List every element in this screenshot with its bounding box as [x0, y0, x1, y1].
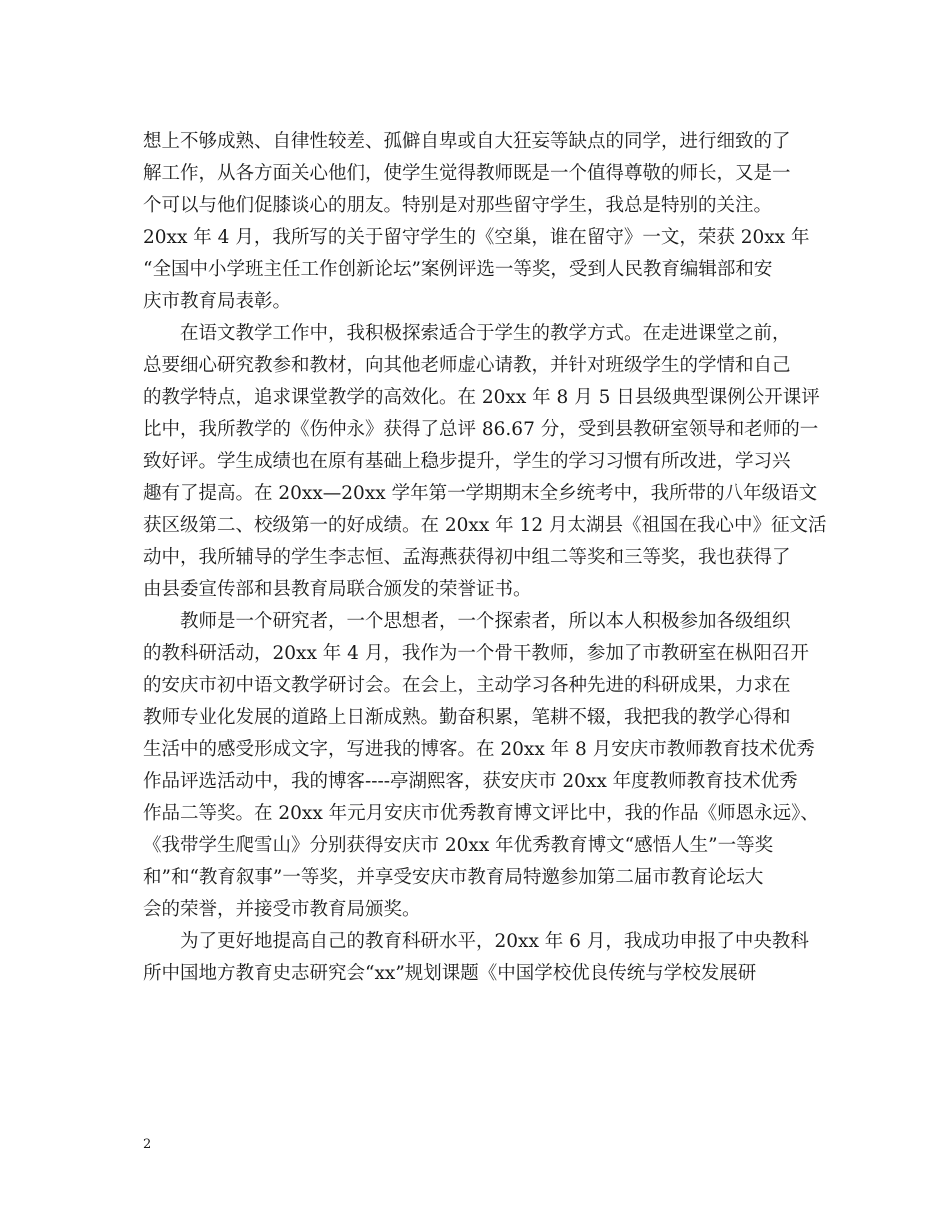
- text-line: 在语文教学工作中，我积极探索适合于学生的教学方式。在走进课堂之前，: [180, 323, 791, 344]
- text-line: 想上不够成熟、自律性较差、孤僻自卑或自大狂妄等缺点的同学，进行细致的了: [143, 131, 791, 152]
- text-line: 致好评。学生成绩也在原有基础上稳步提升，学生的学习习惯有所改进，学习兴: [143, 451, 791, 472]
- text-line: 作品二等奖。在 20xx 年元月安庆市优秀教育博文评比中，我的作品《师恩永远》、: [143, 803, 819, 824]
- text-line: 20xx 年 4 月，我所写的关于留守学生的《空巢，谁在留守》一文，荣获 20xx 年: [143, 227, 810, 248]
- body-text: [143, 126, 827, 990]
- text-line: 教师专业化发展的道路上日渐成熟。勤奋积累，笔耕不辍，我把我的教学心得和: [143, 707, 791, 728]
- text-line: 的安庆市初中语文教学研讨会。在会上，主动学习各种先进的科研成果，力求在: [143, 675, 791, 696]
- text-line: 获区级第二、校级第一的好成绩。在 20xx 年 12 月太湖县《祖国在我心中》征文活: [143, 515, 827, 536]
- text-line: 解工作，从各方面关心他们，使学生觉得教师既是一个值得尊敬的师长，又是一: [143, 163, 791, 184]
- text-line: 个可以与他们促膝谈心的朋友。特别是对那些留守学生，我总是特别的关注。: [143, 195, 773, 216]
- text-line: 生活中的感受形成文字，写进我的博客。在 20xx 年 8 月安庆市教师教育技术优秀: [143, 739, 815, 760]
- text-line: 的教学特点，追求课堂教学的高效化。在 20xx 年 8 月 5 日县级典型课例公开课评: [143, 387, 820, 408]
- text-line: 《我带学生爬雪山》分别获得安庆市 20xx 年优秀教育博文“感悟人生”一等奖: [143, 835, 774, 856]
- text-line: 所中国地方教育史志研究会“xx”规划课题《中国学校优良传统与学校发展研: [143, 963, 757, 984]
- text-line: 动中，我所辅导的学生李志恒、孟海燕获得初中组二等奖和三等奖，我也获得了: [143, 547, 791, 568]
- text-line: 教师是一个研究者，一个思想者，一个探索者，所以本人积极参加各级组织: [180, 611, 791, 632]
- text-line: “全国中小学班主任工作创新论坛”案例评选一等奖，受到人民教育编辑部和安: [143, 259, 773, 280]
- text-line: 趣有了提高。在 20xx—20xx 学年第一学期期末全乡统考中，我所带的八年级语文: [143, 483, 818, 504]
- page-number: 2: [143, 1137, 152, 1152]
- text-line: 总要细心研究教参和教材，向其他老师虚心请教，并针对班级学生的学情和自己: [143, 355, 791, 376]
- text-line: 作品评选活动中，我的博客----亭湖熙客，获安庆市 20xx 年度教师教育技术优秀: [143, 771, 798, 792]
- text-line: 为了更好地提高自己的教育科研水平，20xx 年 6 月，我成功申报了中央教科: [180, 931, 809, 952]
- text-line: 和”和“教育叙事”一等奖，并享受安庆市教育局特邀参加第二届市教育论坛大: [143, 867, 764, 888]
- text-line: 会的荣誉，并接受市教育局颁奖。: [143, 899, 421, 920]
- text-line: 比中，我所教学的《伤仲永》获得了总评 86.67 分，受到县教研室领导和老师的一: [143, 419, 819, 440]
- text-line: 庆市教育局表彰。: [143, 291, 292, 312]
- text-line: 由县委宣传部和县教育局联合颁发的荣誉证书。: [143, 579, 532, 600]
- text-line: 的教科研活动，20xx 年 4 月，我作为一个骨干教师，参加了市教研室在枞阳召开: [143, 643, 809, 664]
